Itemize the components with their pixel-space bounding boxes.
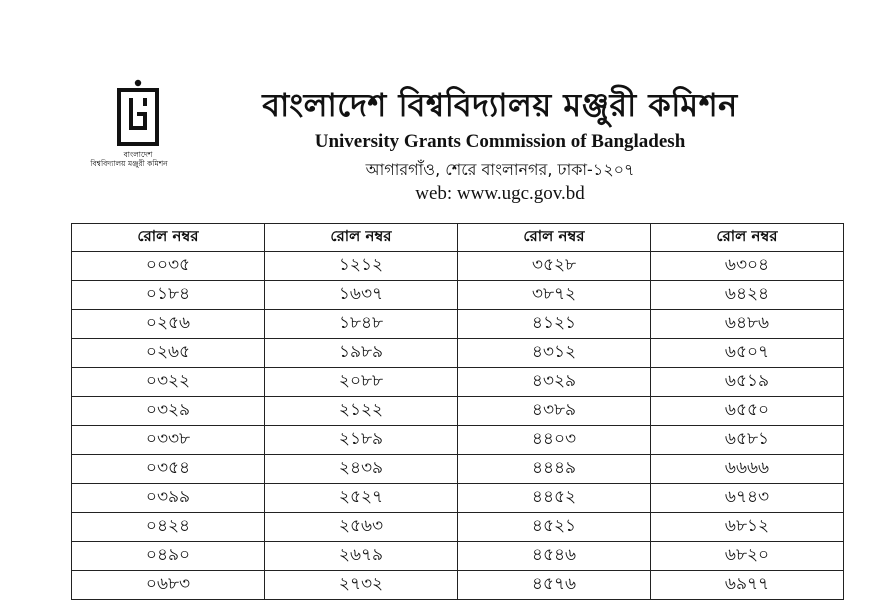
roll-number-cell: ০১৮৪: [72, 281, 265, 310]
roll-number-cell: ০২৫৬: [72, 310, 265, 339]
logo-caption-line1: বাংলাদেশ: [123, 150, 153, 159]
roll-number-cell: ৪৩৮৯: [458, 397, 651, 426]
roll-number-cell: ০৩২২: [72, 368, 265, 397]
roll-number-cell: ৪৩১২: [458, 339, 651, 368]
roll-number-cell: ০৩২৯: [72, 397, 265, 426]
roll-number-cell: ৬৯৭৭: [651, 571, 844, 600]
roll-number-cell: ১৯৮৯: [265, 339, 458, 368]
roll-number-cell: ৬৬৬৬: [651, 455, 844, 484]
roll-number-cell: ৬৫৮১: [651, 426, 844, 455]
roll-number-cell: ২৭৩২: [265, 571, 458, 600]
website-link[interactable]: web: www.ugc.gov.bd: [415, 183, 585, 204]
roll-number-cell: ১২১২: [265, 252, 458, 281]
roll-number-cell: ৬৫১৯: [651, 368, 844, 397]
roll-number-cell: ৪৪০৩: [458, 426, 651, 455]
table-row: [72, 484, 844, 513]
roll-number-cell: ০৪২৪: [72, 513, 265, 542]
roll-number-cell: ১৮৪৮: [265, 310, 458, 339]
table-row: [72, 310, 844, 339]
logo-caption-line2: বিশ্ববিদ্যালয় মঞ্জুরী কমিশন: [90, 159, 168, 168]
table-row: [72, 281, 844, 310]
roll-number-cell: ৪৫৪৬: [458, 542, 651, 571]
roll-number-cell: ২১৮৯: [265, 426, 458, 455]
roll-number-cell: ৪৪৫২: [458, 484, 651, 513]
roll-number-cell: ০৪৯০: [72, 542, 265, 571]
table-row: [72, 571, 844, 600]
roll-number-cell: ২৫৬৩: [265, 513, 458, 542]
roll-number-table: [71, 223, 844, 600]
roll-number-cell: ০৩৩৮: [72, 426, 265, 455]
roll-number-cell: ৬৮১২: [651, 513, 844, 542]
title-bangla: বাংলাদেশ বিশ্ববিদ্যালয় মঞ্জুরী কমিশন: [262, 86, 738, 124]
roll-number-cell: ২০৮৮: [265, 368, 458, 397]
roll-number-cell: ৪৪৪৯: [458, 455, 651, 484]
roll-number-cell: ২৪৩৯: [265, 455, 458, 484]
roll-number-cell: ০৩৯৯: [72, 484, 265, 513]
roll-number-cell: ৬৮২০: [651, 542, 844, 571]
table-row: [72, 455, 844, 484]
roll-number-cell: ২১২২: [265, 397, 458, 426]
address: আগারগাঁও, শেরে বাংলানগর, ঢাকা-১২০৭: [365, 160, 635, 179]
roll-number-cell: ২৫২৭: [265, 484, 458, 513]
column-header: রোল নম্বর: [651, 224, 844, 252]
table-row: [72, 542, 844, 571]
roll-number-cell: ৬৭৪৩: [651, 484, 844, 513]
roll-number-cell: ৪৩২৯: [458, 368, 651, 397]
roll-number-cell: ৬৫৫০: [651, 397, 844, 426]
roll-number-cell: ২৬৭৯: [265, 542, 458, 571]
roll-number-cell: ০৩৫৪: [72, 455, 265, 484]
roll-number-cell: ৬৩০৪: [651, 252, 844, 281]
roll-number-cell: ৩৫২৮: [458, 252, 651, 281]
roll-number-cell: ০০৩৫: [72, 252, 265, 281]
ugc-logo: [88, 78, 188, 168]
roll-number-cell: ০৬৮৩: [72, 571, 265, 600]
ugc-emblem-icon: [115, 78, 161, 148]
table-row: [72, 368, 844, 397]
roll-number-cell: ১৬৩৭: [265, 281, 458, 310]
roll-number-cell: ৬৫০৭: [651, 339, 844, 368]
roll-number-cell: ৪১২১: [458, 310, 651, 339]
roll-number-cell: ৪৫২১: [458, 513, 651, 542]
table-header-row: [72, 224, 844, 252]
roll-number-cell: ৬৪২৪: [651, 281, 844, 310]
roll-number-cell: ০২৬৫: [72, 339, 265, 368]
roll-number-cell: ৪৫৭৬: [458, 571, 651, 600]
title-english: University Grants Commission of Bangladesh: [314, 131, 686, 152]
table-row: [72, 339, 844, 368]
table-row: [72, 513, 844, 542]
column-header: রোল নম্বর: [265, 224, 458, 252]
roll-number-cell: ৬৪৮৬: [651, 310, 844, 339]
column-header: রোল নম্বর: [458, 224, 651, 252]
table-row: [72, 252, 844, 281]
roll-number-cell: ৩৮৭২: [458, 281, 651, 310]
column-header: রোল নম্বর: [72, 224, 265, 252]
table-row: [72, 397, 844, 426]
table-row: [72, 426, 844, 455]
